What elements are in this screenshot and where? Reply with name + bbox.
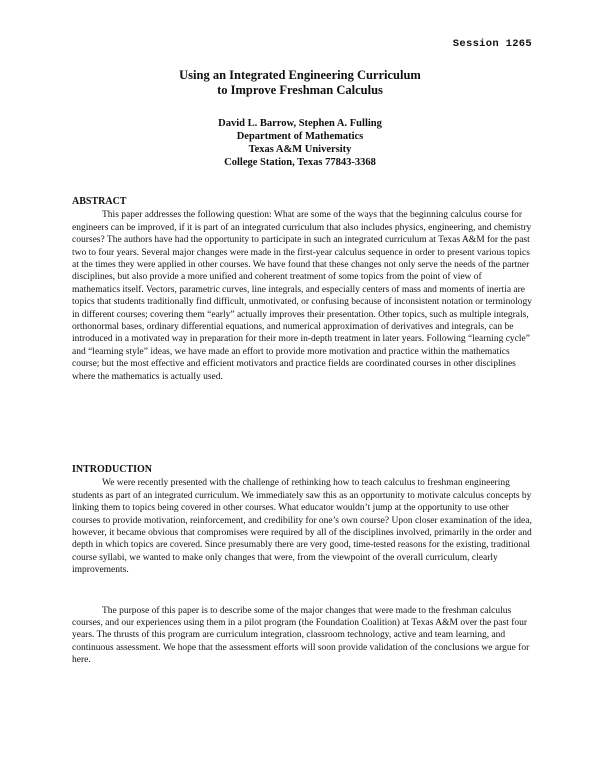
title-line-2: to Improve Freshman Calculus (217, 83, 383, 97)
author-block (0, 117, 600, 169)
paper-title (0, 68, 600, 98)
abstract-heading: ABSTRACT (72, 196, 127, 207)
title-line-1: Using an Integrated Engineering Curriculum (179, 68, 421, 82)
introduction-section (72, 464, 532, 667)
session-number: Session 1265 (452, 38, 532, 50)
abstract-section (72, 196, 532, 383)
introduction-paragraph-2: The purpose of this paper is to describe some of the major changes that were made to the freshman calculus courses, and our experiences using them in a pilot program (the Foundation Coalition) at Texas A&M over the past four years. The thrusts of this program are curriculum integration, classroom technology, active and team learning, and continuous assessment. We hope that the assessment efforts will soon provide validation of the conclusions we argue for here. (72, 605, 530, 666)
author-address: College Station, Texas 77843-3368 (224, 157, 376, 168)
introduction-paragraph-1: We were recently presented with the challenge of rethinking how to teach calculus to freshman engineering students as part of an integrated curriculum. We immediately saw this as an opportunity to motivate calculus concepts by linking them to topics being covered in other courses. What educator wouldn’t jump at the opportunity to use other courses to provide motivation, reinforcement, and credibility for one’s own course? Upon closer examination of the idea, however, it became obvious that compromises were required by all of the disciplines involved, primarily in the order and depth in which topics are covered. Since presumably there are very good, time-tested reasons for the existing, traditional course syllabi, we wanted to make only changes that were, from the viewpoint of the overall curriculum, clearly improvements. (72, 478, 532, 576)
author-names: David L. Barrow, Stephen A. Fulling (218, 118, 382, 129)
introduction-heading: INTRODUCTION (72, 464, 153, 475)
author-university: Texas A&M University (248, 144, 352, 155)
author-department: Department of Mathematics (236, 131, 364, 142)
abstract-text: This paper addresses the following question: What are some of the ways that the beginning calculus course for engineers can be improved, if it is part of an integrated curriculum that also includes physics, engineering, and chemistry courses? The authors have had the opportunity to participate in such an integrated curriculum at Texas A&M for the past two to four years. Several major changes were made in the first-year calculus sequence in order to present various topics at the times they were applied in other courses. We have found that these changes not only serve the needs of the partner disciplines, but also provide a more unified and coherent treatment of some topics from the point of view of mathematics itself. Vectors, parametric curves, line integrals, and especially centers of mass and moments of inertia are topics that students traditionally find difficult, unmotivated, or confusing because of inconsistent notation or terminology in different courses; covering them “early” actually improves their presentation. Other topics, such as multiple integrals, orthonormal bases, ordinary differential equations, and numerical approximation of derivatives and integrals, can be introduced in a motivated way in preparation for their more in-depth treatment in later years. Following “learning cycle” and “learning style” ideas, we have made an effort to provide more motivation and practice within the mathematics course; but the most effective and efficient motivators and practice fields are coordinated courses in other disciplines where the mathematics is actually used. (72, 210, 532, 382)
